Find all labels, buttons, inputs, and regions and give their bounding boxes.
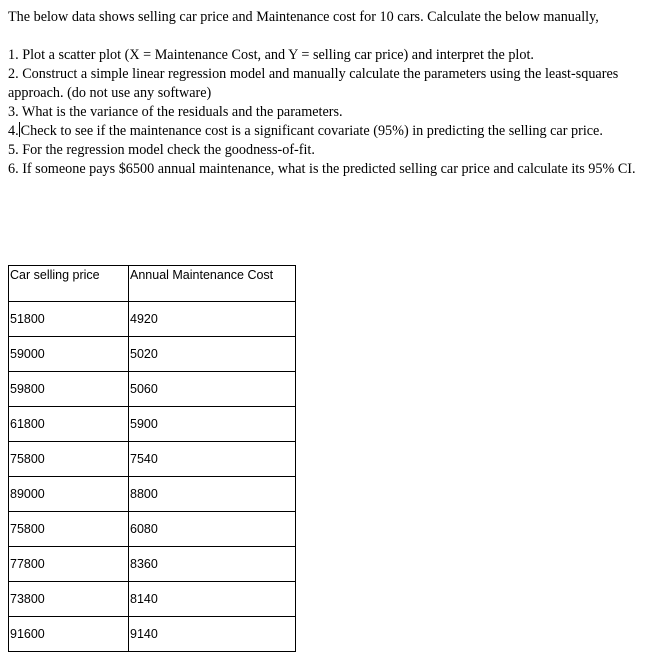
question-3: 3. What is the variance of the residuals and the parameters. — [8, 104, 343, 120]
table-row — [9, 512, 296, 547]
table-body — [9, 302, 296, 652]
header-annual-maintenance-cost: Annual Maintenance Cost — [129, 266, 296, 302]
cell-car-selling-price: 75800 — [9, 442, 129, 477]
table-row — [9, 582, 296, 617]
table-row — [9, 302, 296, 337]
cell-car-selling-price: 61800 — [9, 407, 129, 442]
data-table — [8, 265, 296, 652]
question-list — [8, 46, 648, 179]
table-row — [9, 337, 296, 372]
cell-annual-maintenance-cost: 8360 — [129, 547, 296, 582]
cell-annual-maintenance-cost: 5060 — [129, 372, 296, 407]
cell-car-selling-price: 89000 — [9, 477, 129, 512]
table-row — [9, 617, 296, 652]
cell-annual-maintenance-cost: 4920 — [129, 302, 296, 337]
question-1: 1. Plot a scatter plot (X = Maintenance Cost, and Y = selling car price) and interpret the plot. — [8, 47, 534, 63]
table-header-row — [9, 266, 296, 302]
question-4 — [8, 122, 648, 141]
question-4-text: Check to see if the maintenance cost is a significant covariate (95%) in predicting the selling car price. — [20, 123, 603, 139]
cell-car-selling-price: 51800 — [9, 302, 129, 337]
cell-annual-maintenance-cost: 8800 — [129, 477, 296, 512]
table-row — [9, 547, 296, 582]
table-row — [9, 407, 296, 442]
table-row — [9, 372, 296, 407]
intro-paragraph: The below data shows selling car price and Maintenance cost for 10 cars. Calculate the below manually, — [8, 9, 599, 25]
cell-annual-maintenance-cost: 5020 — [129, 337, 296, 372]
cell-car-selling-price: 77800 — [9, 547, 129, 582]
question-2: 2. Construct a simple linear regression model and manually calculate the parameters using the least-squares approach. (do not use any software) — [8, 66, 619, 101]
question-4-number: 4. — [8, 123, 19, 139]
cell-car-selling-price: 91600 — [9, 617, 129, 652]
cell-annual-maintenance-cost: 6080 — [129, 512, 296, 547]
cell-car-selling-price: 73800 — [9, 582, 129, 617]
cell-car-selling-price: 59000 — [9, 337, 129, 372]
cell-car-selling-price: 59800 — [9, 372, 129, 407]
cell-annual-maintenance-cost: 7540 — [129, 442, 296, 477]
question-6: 6. If someone pays $6500 annual maintenance, what is the predicted selling car price and calculate its 95% CI. — [8, 161, 636, 177]
header-car-selling-price: Car selling price — [9, 266, 129, 302]
cell-annual-maintenance-cost: 8140 — [129, 582, 296, 617]
document-body — [8, 8, 648, 179]
text-cursor — [19, 122, 20, 137]
question-5: 5. For the regression model check the goodness-of-fit. — [8, 142, 315, 158]
cell-annual-maintenance-cost: 9140 — [129, 617, 296, 652]
cell-annual-maintenance-cost: 5900 — [129, 407, 296, 442]
table-row — [9, 477, 296, 512]
table-row — [9, 442, 296, 477]
cell-car-selling-price: 75800 — [9, 512, 129, 547]
